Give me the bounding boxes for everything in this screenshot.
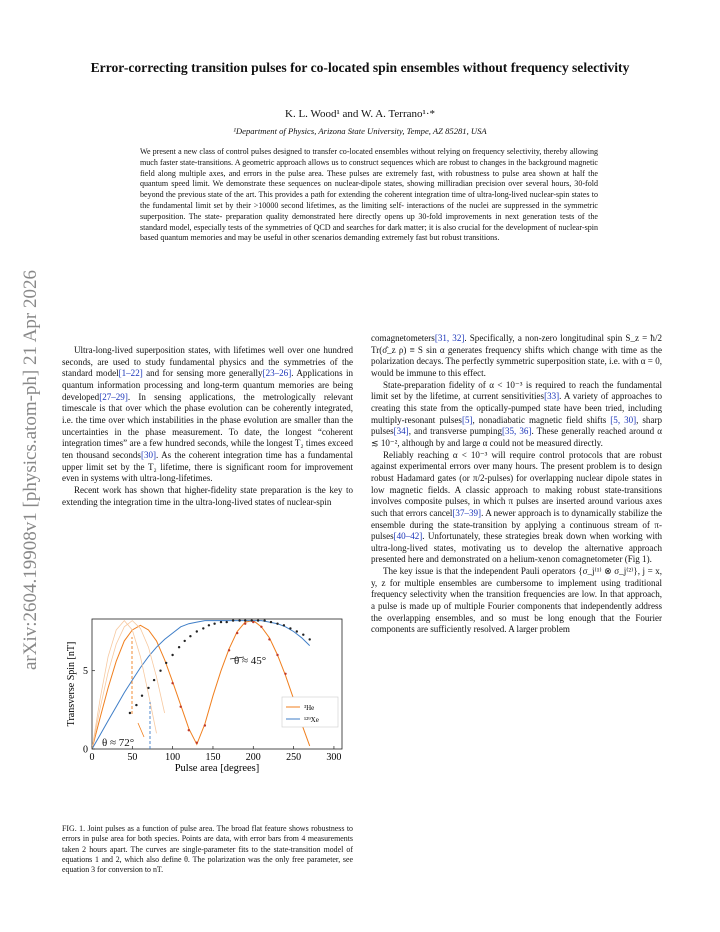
abstract: We present a new class of control pulses designed to transfer co-located ensembles without relying on frequency selectivity, thereby allowing much faster state-transitions. A geometric approach allows us to construct sequences which are robust to changes in the background magnetic field along multiple axes, and errors in the pulse area. These pulses are extremely fast, with robustness to pulse area shown at half the quantum speed limit. We demonstrate these sequences on nuclear-dipole states, showing milliradian precision over several hours, 30-fold beyond the previous state of the art. This provides a path for extending the coherent integration time of ultra-long-lived nuclear-spin states to the fundamental limit set by their >10000 second lifetimes, as the limiting self- interactions of the nuclei are suppressed in the symmetric superposition. The state- preparation quality demonstrated here directly opens up 30-fold improvements in next generation tests of the standard model, especially tests of the symmetries of QCD and searches for dark matter; it is also crucial for the development of nuclear-spin based quantum memories and may be useful in other scenarios demanding extremely fast but robust transitions.	[140, 147, 598, 243]
data-point	[284, 673, 286, 675]
left-column-paragraph	[62, 345, 353, 485]
citation-link[interactable]: [35, 36]	[502, 426, 532, 437]
author-list: K. L. Wood¹ and W. A. Terrano¹·*	[285, 108, 435, 120]
data-point	[220, 621, 222, 623]
arxiv-identifier-stamp	[6, 200, 46, 680]
data-point	[153, 679, 155, 681]
data-point	[276, 623, 278, 625]
data-point	[226, 621, 228, 623]
data-point	[228, 649, 230, 651]
citation-link[interactable]: [33]	[544, 391, 560, 402]
right-column	[371, 333, 662, 636]
citation-link[interactable]: [34]	[393, 426, 409, 437]
series-line-2	[92, 621, 157, 749]
paragraph-text: . As the coherent integration time has a fundamental upper limit set by the T₂ lifetime, there is significant room for improvement even in systems with ultra-long-lifetimes.	[62, 449, 354, 484]
paragraph-text: and for sensing more generally	[142, 368, 263, 379]
annotation-theta-45: θ ≈ 45°	[234, 655, 267, 667]
citation-link[interactable]: [31, 32]	[434, 333, 465, 343]
paragraph-text: . Applications in quantum information processing and long-term quantum memories are being developed	[62, 368, 353, 402]
right-column-paragraph	[371, 333, 662, 380]
right-column-paragraph	[371, 380, 662, 450]
data-point	[159, 670, 161, 672]
citation-link[interactable]: [37–39]	[452, 507, 482, 518]
x-tick-label: 300	[326, 752, 342, 763]
paragraph-text: . These generally reached around α ≲ 10⁻², although by and large α could not be measured directly.	[371, 426, 662, 448]
left-column	[62, 345, 353, 508]
citation-link[interactable]: [27–29]	[99, 391, 128, 402]
data-point	[196, 742, 198, 744]
paragraph-text: Reliably reaching α < 10⁻³ will require control protocols that are robust against experimental errors over many hours. The present problem is to design robust Hadamard gates (or π/2-pulses) for overlapping nuclear dipole states in low magnetic fields. A classic approach to making robust state-transitions involves composite pulses, in which π pulses are inserted around various axes such that errors cancel	[371, 449, 662, 518]
x-tick-label: 50	[127, 752, 138, 763]
arxiv-id-text: arXiv:2604.19908v1 [physics.atom-ph] 21 Apr 2026	[20, 269, 41, 670]
paragraph-text: State-preparation fidelity of α < 10⁻³ is required to reach the fundamental limit set by the lifetime, at current sensitivities	[371, 379, 662, 402]
x-tick-label: 200	[245, 752, 261, 763]
data-point	[147, 687, 149, 689]
paper-title: Error-correcting transition pulses for co-located spin ensembles without frequency selectivity	[90, 60, 630, 75]
paragraph-text: . Unfortunately, these strategies break down when working with ultra-long-lived states, motivating us to develop the alternative approach presented here and demonstrated on a helium-xenon comagnetometer (Fig 1).	[371, 531, 662, 565]
data-point	[196, 630, 198, 632]
x-tick-label: 250	[286, 752, 302, 763]
paragraph-text: . In sensing applications, the metrologically relevant timescale is that over which the phase evolution can be coherently integrated, i.e. the time over which instabilities in the phase evolution are smaller than the uncertainties in the phase measurement. To date, the longest “coherent integration times” are a few hundred seconds, while the longest T₂ times exceed ten thousand seconds	[62, 391, 353, 460]
data-point	[178, 646, 180, 648]
left-column-paragraph	[62, 485, 353, 508]
data-point	[189, 635, 191, 637]
data-point	[129, 712, 131, 714]
data-point	[188, 729, 190, 731]
citation-link[interactable]: [5, 30]	[610, 414, 637, 425]
x-tick-label: 150	[205, 752, 221, 763]
data-point	[135, 704, 137, 706]
x-tick-label: 0	[89, 752, 95, 763]
x-axis-label: Pulse area [degrees]	[174, 763, 260, 774]
paragraph-text: . A newer approach is to dynamically stabilize the ensemble during the state-transition by applying a continuous stream of π-pulses	[371, 507, 662, 542]
data-point	[309, 638, 311, 640]
citation-link[interactable]: [30]	[140, 449, 157, 460]
data-point	[232, 619, 234, 621]
data-point	[165, 662, 167, 664]
legend-label-he: ³He	[304, 704, 315, 712]
citation-link[interactable]: [5]	[461, 414, 473, 425]
data-point	[204, 724, 206, 726]
y-axis-label: Transverse Spin [nT]	[66, 641, 77, 727]
paragraph-text: , nonadiabatic magnetic field shifts	[472, 414, 611, 425]
data-point	[238, 619, 240, 621]
annotation-theta-72: θ ≈ 72°	[102, 737, 135, 749]
data-point	[180, 706, 182, 708]
data-point	[260, 626, 262, 628]
figure-1-caption: FIG. 1. Joint pulses as a function of pulse area. The broad flat feature shows robustness to errors in pulse area for both species. Points are data, with error bars from 4 measurements taken 2 hours apart. The curves are single-parameter fits to the state-transition model of equations 1 and 2, which also define θ. The polarization was the only free parameter, see equation 3 for conversion to nT.	[62, 824, 353, 875]
data-point	[171, 682, 173, 684]
x-tick-label: 100	[165, 752, 181, 763]
data-point	[268, 638, 270, 640]
data-point	[244, 623, 246, 625]
data-point	[283, 624, 285, 626]
chart-legend	[282, 697, 338, 727]
series-layer	[92, 621, 310, 749]
affiliation: ¹Department of Physics, Arizona State University, Tempe, AZ 85281, USA	[233, 126, 487, 136]
figure-1	[62, 607, 353, 817]
data-point	[171, 654, 173, 656]
right-column-paragraph	[371, 450, 662, 567]
paragraph-text: The key issue is that the independent Pauli operators {σ_j⁽¹⁾ ⊗ σ_j⁽²⁾}, j = x, y, z for multiple ensembles are cumbersome to implement using traditional frequency selectivity when the transition frequencies are low. In that approach, a pulse is made up of multiple Fourier components that independently address the overlapping ensembles, and so must be long enough that the Fourier components are sufficiently resolved. A larger problem	[371, 566, 662, 635]
right-column-paragraph	[371, 566, 662, 636]
citation-link[interactable]: [40–42]	[393, 531, 423, 542]
data-point	[141, 695, 143, 697]
annotation-arrow-72	[138, 723, 144, 737]
data-point	[270, 621, 272, 623]
data-point	[208, 624, 210, 626]
y-tick-label: 0	[83, 744, 88, 756]
paragraph-text: . A variety of approaches to creating this state from the optically-pumped state have been tried, including multiply-resonant pulses	[371, 391, 662, 425]
data-point	[263, 619, 265, 621]
figure-1-chart	[62, 607, 353, 817]
paragraph-text: comagnetometers	[371, 333, 435, 343]
data-point	[202, 627, 204, 629]
paragraph-text: Recent work has shown that higher-fidelity state preparation is the key to extending the integration time in the ultra-long-lived states of nuclear-spin	[62, 484, 353, 507]
citation-link[interactable]: [23–26]	[262, 368, 292, 379]
paragraph-text: Ultra-long-lived superposition states, with lifetimes well over one hundred seconds, are used to study fundamental physics and the symmetries of the standard model	[62, 345, 353, 379]
paragraph-text: . Specifically, a non-zero longitudinal spin S_z = ħ/2 Tr(σ̂_z ρ) ≡ S sin α generates frequency shifts which change with time as the polarization decays. The perfectly symmetric superposition state, i.e. with α = 0, would be immune to this effect.	[371, 333, 662, 378]
paragraph-text: , sharp pulses	[371, 414, 663, 437]
data-point	[213, 623, 215, 625]
legend-label-xe: ¹²⁹Xe	[304, 716, 319, 724]
data-point	[184, 640, 186, 642]
y-tick-label: 5	[83, 666, 88, 678]
data-point	[289, 627, 291, 629]
data-point	[276, 654, 278, 656]
paragraph-text: , and transverse pumping	[408, 426, 502, 437]
data-point	[252, 621, 254, 623]
data-point	[296, 630, 298, 632]
series-line-0	[92, 621, 310, 749]
data-point	[236, 632, 238, 634]
data-point	[257, 619, 259, 621]
data-point	[244, 619, 246, 621]
data-point	[302, 634, 304, 636]
citation-link[interactable]: [1–22]	[118, 368, 143, 379]
